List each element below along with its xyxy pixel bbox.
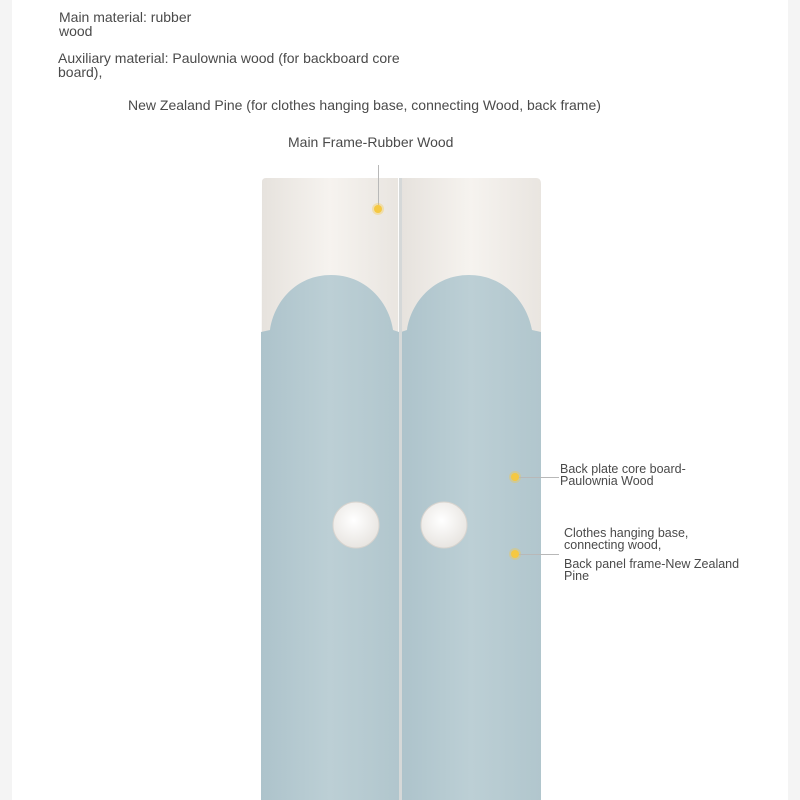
pine-material-label: New Zealand Pine (for clothes hanging base, connecting Wood, back frame) xyxy=(128,97,601,113)
door-gap xyxy=(399,178,402,800)
right-knob xyxy=(421,502,467,548)
hanging-base-marker xyxy=(511,550,519,558)
frame-callout-label: Main Frame-Rubber Wood xyxy=(288,134,454,150)
back-plate-callout-label: Back plate core board-Paulownia Wood xyxy=(560,462,686,488)
back-plate-marker xyxy=(511,473,519,481)
right-door xyxy=(401,178,541,800)
main-material-label: Main material: rubber wood xyxy=(59,9,192,39)
frame-marker xyxy=(374,205,382,213)
left-door xyxy=(261,178,399,800)
back-panel-callout-label: Back panel frame-New Zealand Pine xyxy=(564,557,740,583)
hanging-base-callout-label: Clothes hanging base, connecting wood, xyxy=(564,526,689,552)
auxiliary-material-label: Auxiliary material: Paulownia wood (for backboard core board), xyxy=(58,50,400,80)
back-plate-leader-line xyxy=(519,477,559,478)
frame-leader-line xyxy=(378,165,379,205)
left-knob xyxy=(333,502,379,548)
hanging-base-leader-line xyxy=(519,554,559,555)
